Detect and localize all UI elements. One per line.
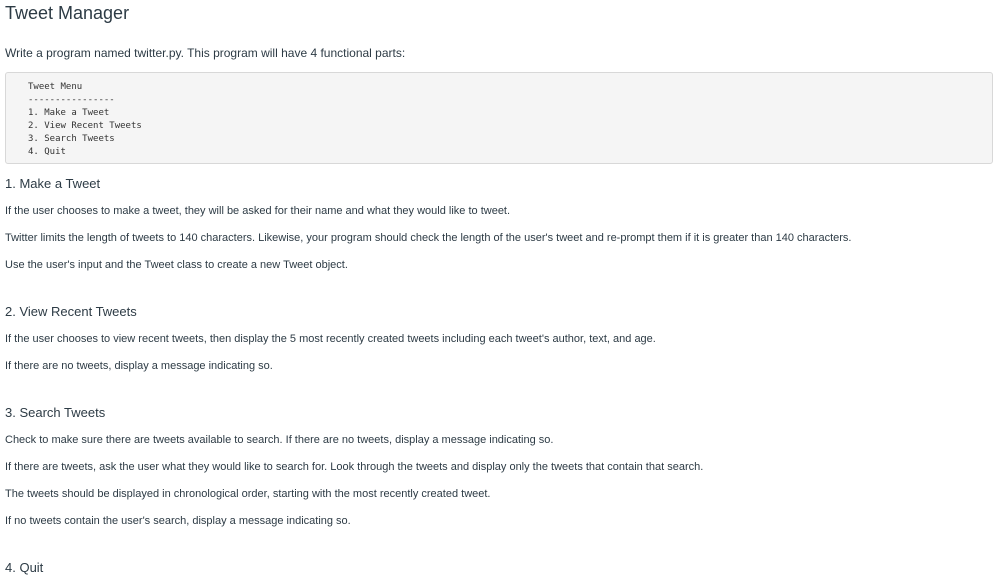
section-heading-make-tweet: 1. Make a Tweet (5, 176, 101, 191)
code-line: Tweet Menu (28, 82, 83, 92)
section-heading-quit: 4. Quit (5, 560, 44, 575)
page-title: Tweet Manager (5, 3, 130, 23)
intro-text: Write a program named twitter.py. This program will have 4 functional parts: (5, 46, 406, 60)
code-line: 2. View Recent Tweets (28, 121, 142, 131)
section-paragraph: If there are tweets, ask the user what they would like to search for. Look through the tweets and display only the tweets that contain that search. (5, 461, 704, 473)
section-heading-view-recent: 2. View Recent Tweets (5, 304, 137, 319)
menu-code-block (5, 72, 993, 164)
section-paragraph: Use the user's input and the Tweet class to create a new Tweet object. (5, 259, 348, 271)
section-paragraph: Twitter limits the length of tweets to 140 characters. Likewise, your program should check the length of the user's tweet and re-prompt them if it is greater than 140 characters. (5, 232, 852, 244)
section-paragraph: The tweets should be displayed in chronological order, starting with the most recently created tweet. (5, 488, 491, 500)
code-line: ---------------- (28, 95, 115, 105)
section-heading-search-tweets: 3. Search Tweets (5, 405, 106, 420)
section-paragraph: If the user chooses to view recent tweets, then display the 5 most recently created tweets including each tweet's author, text, and age. (5, 333, 656, 345)
section-paragraph: If there are no tweets, display a message indicating so. (5, 360, 273, 372)
code-line: 1. Make a Tweet (28, 108, 110, 118)
section-paragraph: Check to make sure there are tweets available to search. If there are no tweets, display a message indicating so. (5, 434, 554, 446)
section-paragraph: If no tweets contain the user's search, display a message indicating so. (5, 515, 351, 527)
code-line: 3. Search Tweets (28, 134, 115, 144)
section-paragraph: If the user chooses to make a tweet, they will be asked for their name and what they would like to tweet. (5, 205, 511, 217)
code-line: 4. Quit (28, 147, 66, 157)
